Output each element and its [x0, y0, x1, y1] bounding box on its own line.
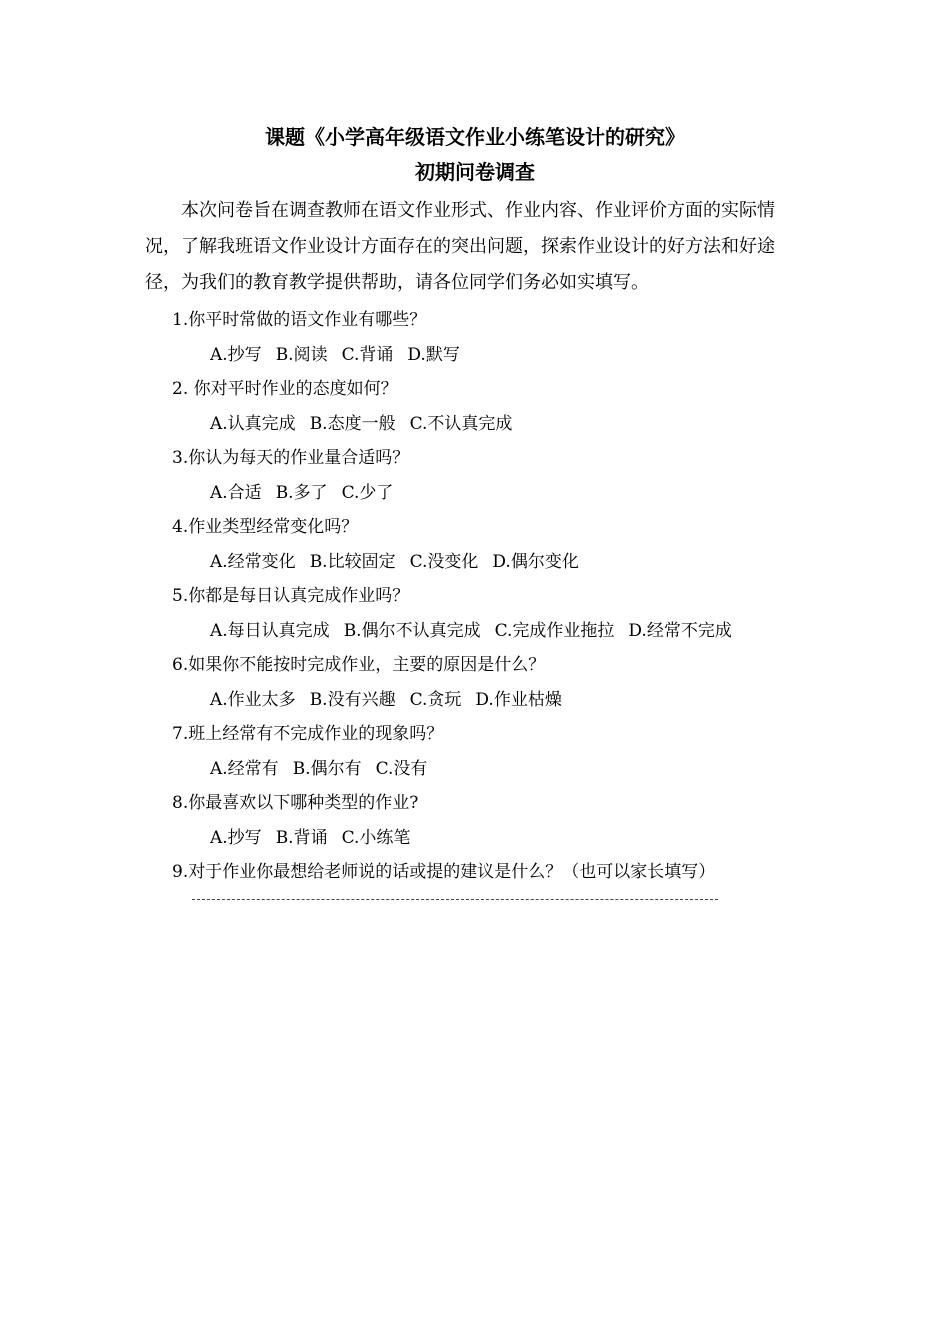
option-a[interactable]: A.合适	[210, 483, 262, 503]
question-1-options	[210, 342, 474, 368]
question-4-options	[210, 549, 593, 575]
question-4: 4.作业类型经常变化吗？	[172, 517, 359, 537]
option-d[interactable]: D.经常不完成	[628, 621, 732, 641]
question-2-options	[210, 411, 526, 437]
document-subtitle: 初期问卷调查	[415, 160, 535, 184]
option-c[interactable]: C.不认真完成	[409, 414, 513, 434]
option-a[interactable]: A.经常有	[210, 759, 279, 779]
option-b[interactable]: B.背诵	[275, 828, 328, 848]
question-9: 9.对于作业你最想给老师说的话或提的建议是什么？（也可以家长填写）	[172, 862, 716, 882]
option-a[interactable]: A.抄写	[210, 345, 262, 365]
option-d[interactable]: D.作业枯燥	[475, 690, 562, 710]
intro-paragraph: 本次问卷旨在调查教师在语文作业形式、作业内容、作业评价方面的实际情况，了解我班语文作业设计方面存在的突出问题，探索作业设计的好方法和好途径，为我们的教育教学提供帮助，请各位同学们务必如实填写。	[145, 200, 775, 293]
answer-blank-line[interactable]	[192, 899, 718, 900]
question-7-options	[210, 756, 441, 782]
option-b[interactable]: B.偶尔有	[292, 759, 362, 779]
option-b[interactable]: B.态度一般	[309, 414, 396, 434]
question-6-options	[210, 687, 576, 713]
question-7: 7.班上经常有不完成作业的现象吗？	[172, 724, 444, 744]
option-c[interactable]: C.背诵	[341, 345, 394, 365]
option-a[interactable]: A.认真完成	[210, 414, 296, 434]
question-8-options	[210, 825, 424, 851]
option-b[interactable]: B.偶尔不认真完成	[343, 621, 481, 641]
option-a[interactable]: A.作业太多	[210, 690, 296, 710]
option-a[interactable]: A.抄写	[210, 828, 262, 848]
question-6: 6.如果你不能按时完成作业，主要的原因是什么？	[172, 655, 546, 675]
option-d[interactable]: D.默写	[407, 345, 460, 365]
question-8: 8.你最喜欢以下哪种类型的作业?	[172, 793, 419, 813]
question-5-options	[210, 618, 746, 644]
option-b[interactable]: B.没有兴趣	[309, 690, 396, 710]
option-c[interactable]: C.完成作业拖拉	[494, 621, 615, 641]
option-b[interactable]: B.比较固定	[309, 552, 396, 572]
option-c[interactable]: C.没变化	[409, 552, 479, 572]
option-b[interactable]: B.阅读	[275, 345, 328, 365]
question-3-options	[210, 480, 407, 506]
document-title: 课题《小学高年级语文作业小练笔设计的研究》	[265, 125, 685, 149]
option-c[interactable]: C.小练笔	[341, 828, 411, 848]
question-3: 3.你认为每天的作业量合适吗？	[172, 448, 410, 468]
option-c[interactable]: C.没有	[375, 759, 428, 779]
option-c[interactable]: C.贪玩	[409, 690, 462, 710]
question-2: 2. 你对平时作业的态度如何？	[172, 379, 398, 399]
question-5: 5.你都是每日认真完成作业吗？	[172, 586, 410, 606]
option-c[interactable]: C.少了	[341, 483, 394, 503]
option-a[interactable]: A.每日认真完成	[210, 621, 330, 641]
option-d[interactable]: D.偶尔变化	[492, 552, 579, 572]
option-b[interactable]: B.多了	[275, 483, 328, 503]
option-a[interactable]: A.经常变化	[210, 552, 296, 572]
question-1: 1.你平时常做的语文作业有哪些？	[172, 310, 427, 330]
